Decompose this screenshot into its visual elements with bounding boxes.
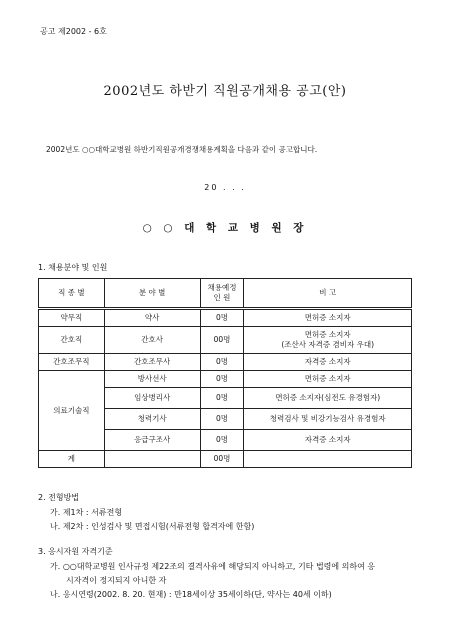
- table-row: [39, 327, 412, 354]
- table-row: [39, 371, 412, 388]
- cell-remark: 면허증 소지자 (조산사 자격증 겸비자 우대): [244, 327, 412, 354]
- table-row: [39, 309, 412, 327]
- header-count: 채용예정 인 원: [200, 279, 244, 309]
- cell-total-count: 00명: [200, 451, 244, 468]
- cell-count: 0명: [200, 309, 244, 327]
- cell-job: 약무직: [39, 309, 105, 327]
- section-2-heading: 2. 전형방법: [38, 493, 80, 502]
- cell-remark: 청력검사 및 비강기능검사 유경험자: [244, 409, 412, 430]
- header-remark: 비 고: [244, 279, 412, 309]
- section-3-heading: 3. 응시자원 자격기준: [38, 547, 113, 556]
- signer-name: ○ ○ 대 학 교 병 원 장: [142, 222, 308, 234]
- cell-field: 약사: [104, 309, 200, 327]
- cell-remark: 면허증 소지자: [244, 309, 412, 327]
- cell-total-label: 계: [39, 451, 105, 468]
- notice-number: 공고 제2002 - 6호: [40, 27, 107, 36]
- cell-count: 00명: [200, 327, 244, 354]
- cell-remark: 자격증 소지자: [244, 354, 412, 371]
- cell-field: 임상병리사: [104, 388, 200, 409]
- date-line: 20 . . .: [204, 183, 246, 192]
- cell-remark: 면허증 소지자(심전도 유경험자): [244, 388, 412, 409]
- cell-field: 방사선사: [104, 371, 200, 388]
- cell-remark: 면허증 소지자: [244, 371, 412, 388]
- table-row: [39, 354, 412, 371]
- cell-job: 간호직: [39, 327, 105, 354]
- cell-field: 청력기사: [104, 409, 200, 430]
- cell-count: 0명: [200, 409, 244, 430]
- cell-count: 0명: [200, 354, 244, 371]
- document-title: 2002년도 하반기 직원공개채용 공고(안): [103, 84, 347, 99]
- table-header-row: [39, 279, 412, 309]
- recruitment-table: [38, 278, 412, 468]
- cell-count: 0명: [200, 430, 244, 451]
- section-3-item: 나. 응시연령(2002. 8. 20. 현재) : 만18세이상 35세이하(단, 약사는 40세 이하): [50, 590, 332, 599]
- cell-field: 간호조무사: [104, 354, 200, 371]
- section-2-item: 가. 제1차 : 서류전형: [50, 508, 123, 517]
- section-3-item-continued: 시자격이 정지되지 아니한 자: [66, 576, 167, 585]
- cell-remark: 자격증 소지자: [244, 430, 412, 451]
- cell-empty: [104, 451, 200, 468]
- cell-empty: [244, 451, 412, 468]
- cell-count: 0명: [200, 371, 244, 388]
- table-total-row: [39, 451, 412, 468]
- cell-job: 의료기술직: [39, 371, 105, 451]
- section-2-item: 나. 제2차 : 인성검사 및 면접시험(서류전형 합격자에 한함): [50, 522, 255, 531]
- section-1-heading: 1. 채용분야 및 인원: [38, 263, 108, 272]
- cell-count: 0명: [200, 388, 244, 409]
- header-job: 직 종 별: [39, 279, 105, 309]
- header-field: 분 야 별: [104, 279, 200, 309]
- cell-job: 간호조무직: [39, 354, 105, 371]
- cell-field: 간호사: [104, 327, 200, 354]
- section-3-item: 가. ○○대학교병원 인사규정 제22조의 결격사유에 해당되지 아니하고, 기타 법령에 의하여 응: [50, 562, 376, 571]
- intro-text: 2002년도 ○○대학교병원 하반기직원공개경쟁채용계획을 다음과 같이 공고합니다.: [46, 145, 318, 154]
- cell-field: 응급구조사: [104, 430, 200, 451]
